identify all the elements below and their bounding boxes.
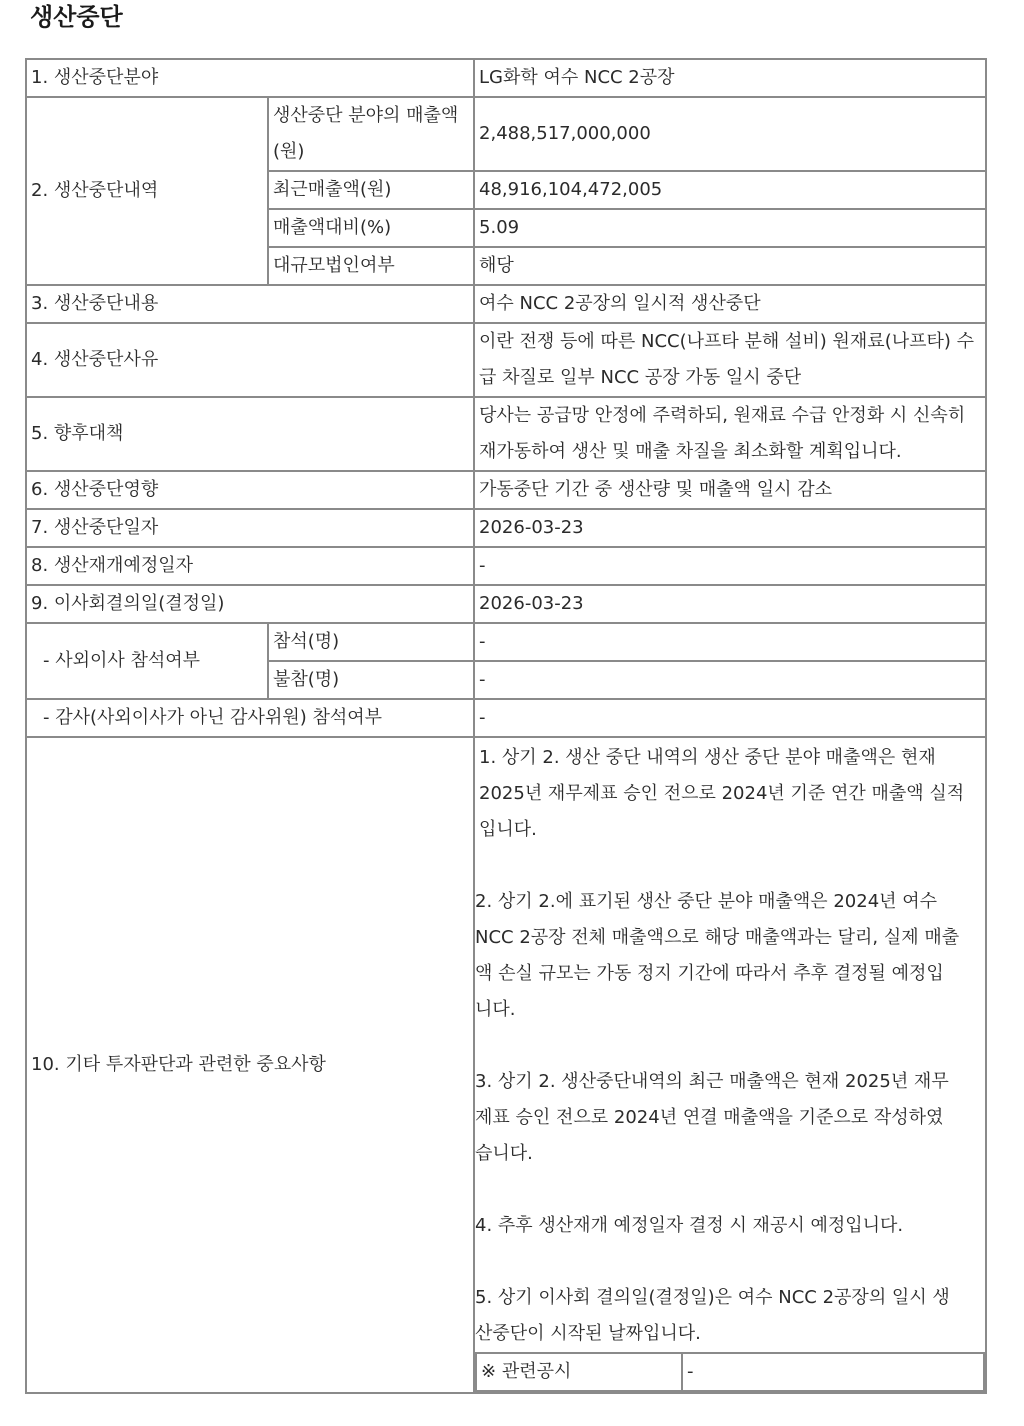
related-value: - <box>682 1353 984 1391</box>
plan-value: 당사는 공급망 안정에 주력하되, 원재료 수급 안정화 시 신속히 재가동하여 생산 및 매출 차질을 최소화할 계획입니다. <box>474 397 986 471</box>
sales-label: 생산중단 분야의 매출액(원) <box>268 97 474 171</box>
resume-date-value: - <box>474 547 986 585</box>
ratio-label: 매출액대비(%) <box>268 209 474 247</box>
impact-label: 6. 생산중단영향 <box>26 471 474 509</box>
content-value: 여수 NCC 2공장의 일시적 생산중단 <box>474 285 986 323</box>
table-row <box>26 285 986 323</box>
related-disclosure-table <box>475 1352 985 1392</box>
table-row <box>26 585 986 623</box>
table-row <box>26 471 986 509</box>
recent-sales-label: 최근매출액(원) <box>268 171 474 209</box>
table-row <box>26 97 986 171</box>
impact-value: 가동중단 기간 중 생산량 및 매출액 일시 감소 <box>474 471 986 509</box>
table-row <box>26 509 986 547</box>
note-5: 5. 상기 이사회 결의일(결정일)은 여수 NCC 2공장의 일시 생 산중단이 시작된 날짜입니다. <box>475 1287 950 1344</box>
sales-value: 2,488,517,000,000 <box>474 97 986 171</box>
board-date-value: 2026-03-23 <box>474 585 986 623</box>
table-row <box>26 59 986 97</box>
board-date-label: 9. 이사회결의일(결정일) <box>26 585 474 623</box>
table-row <box>26 547 986 585</box>
page-title: 생산중단 <box>30 3 123 31</box>
outside-directors-label: - 사외이사 참석여부 <box>26 623 268 699</box>
details-label: 2. 생산중단내역 <box>26 97 268 285</box>
other-notes <box>475 738 985 1352</box>
auditor-label: - 감사(사외이사가 아닌 감사위원) 참석여부 <box>26 699 474 737</box>
auditor-value: - <box>474 699 986 737</box>
plan-label: 5. 향후대책 <box>26 397 474 471</box>
field-value: LG화학 여수 NCC 2공장 <box>474 59 986 97</box>
related-label: ※ 관련공시 <box>476 1353 682 1391</box>
field-label: 1. 생산중단분야 <box>26 59 474 97</box>
table-row <box>26 623 986 661</box>
date-value: 2026-03-23 <box>474 509 986 547</box>
note-3: 3. 상기 2. 생산중단내역의 최근 매출액은 현재 2025년 재무 제표 승인 전으로 2024년 연결 매출액을 기준으로 작성하였 습니다. <box>475 1071 949 1164</box>
disclosure-table <box>25 58 987 1394</box>
reason-label: 4. 생산중단사유 <box>26 323 474 397</box>
present-label: 참석(명) <box>268 623 474 661</box>
note-2: 2. 상기 2.에 표기된 생산 중단 분야 매출액은 2024년 여수 NCC 2공장 전체 매출액으로 해당 매출액과는 달리, 실제 매출 액 손실 규모는 가동 정지 기간에 따라서 추후 결정될 예정입 니다. <box>475 891 960 1020</box>
other-label: 10. 기타 투자판단과 관련한 중요사항 <box>26 737 474 1393</box>
table-row <box>26 323 986 397</box>
table-row <box>26 699 986 737</box>
table-row <box>26 737 986 1393</box>
other-notes-cell <box>474 737 986 1393</box>
note-4: 4. 추후 생산재개 예정일자 결정 시 재공시 예정입니다. <box>475 1215 904 1236</box>
content-label: 3. 생산중단내용 <box>26 285 474 323</box>
resume-date-label: 8. 생산재개예정일자 <box>26 547 474 585</box>
absent-value: - <box>474 661 986 699</box>
ratio-value: 5.09 <box>474 209 986 247</box>
date-label: 7. 생산중단일자 <box>26 509 474 547</box>
large-corp-label: 대규모법인여부 <box>268 247 474 285</box>
absent-label: 불참(명) <box>268 661 474 699</box>
reason-value: 이란 전쟁 등에 따른 NCC(나프타 분해 설비) 원재료(나프타) 수급 차질로 일부 NCC 공장 가동 일시 중단 <box>474 323 986 397</box>
recent-sales-value: 48,916,104,472,005 <box>474 171 986 209</box>
note-1: 1. 상기 2. 생산 중단 내역의 생산 중단 분야 매출액은 현재 2025년 재무제표 승인 전으로 2024년 기준 연간 매출액 실적 입니다. <box>479 747 965 840</box>
present-value: - <box>474 623 986 661</box>
table-row <box>476 1353 984 1391</box>
large-corp-value: 해당 <box>474 247 986 285</box>
table-row <box>26 397 986 471</box>
